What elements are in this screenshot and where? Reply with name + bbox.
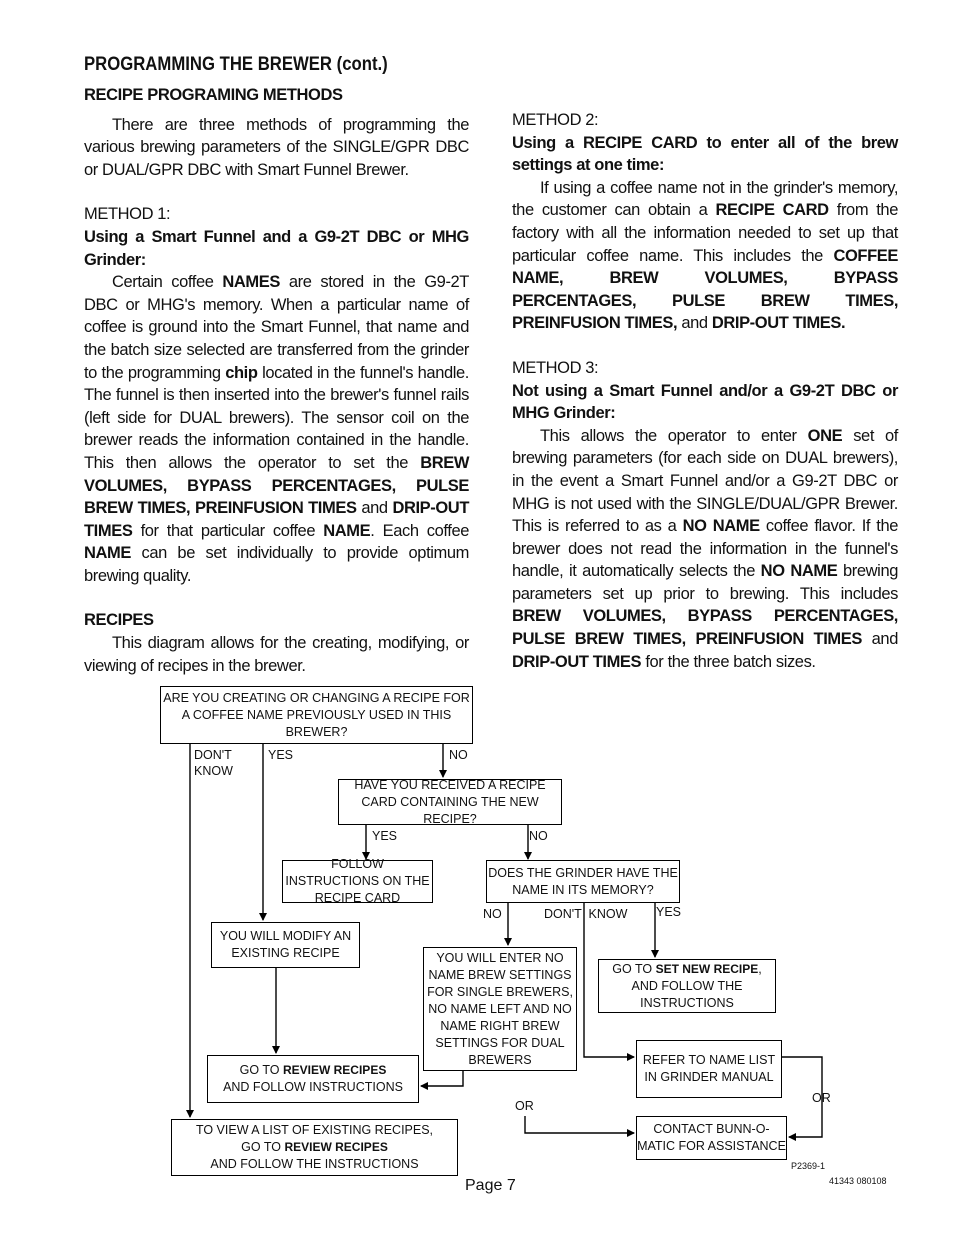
label-dont-know: DON'T KNOW (194, 748, 233, 778)
document-id: 41343 080108 (829, 1176, 887, 1186)
method2-label: METHOD 2: (512, 111, 599, 129)
page-title: PROGRAMMING THE BREWER (cont.) (84, 54, 388, 75)
method2-heading: Using a RECIPE CARD to enter all of the brew settings at one time: (512, 133, 898, 175)
section-subtitle: RECIPE PROGRAMING METHODS (84, 86, 343, 104)
recipes-paragraph: This diagram allows for the creating, modifying, or viewing of recipes in the brewer. (84, 634, 469, 675)
method2-paragraph: If using a coffee name not in the grinder's memory, the customer can obtain a RECIPE CARD from the factory with all the information needed to set up that particular coffee name. This includes the COFFEE NAME, BREW VOLUMES, BYPASS PERCENTAGES, PULSE BREW TIMES, PREINFUSION TIMES, and DRIP-OUT TIMES. (512, 178, 898, 333)
figure-id: P2369-1 (791, 1161, 826, 1171)
method3-label: METHOD 3: (512, 358, 599, 377)
recipes-heading: RECIPES (84, 611, 154, 630)
modify-recipe-box: YOU WILL MODIFY AN EXISTING RECIPE (211, 922, 360, 968)
label-dont-know-q3: DON'T KNOW (544, 907, 628, 921)
contact-bunn-box: CONTACT BUNN-O-MATIC FOR ASSISTANCE (636, 1116, 787, 1160)
label-yes-q3: YES (656, 905, 682, 919)
set-new-recipe-box: GO TO SET NEW RECIPE, AND FOLLOW THE INSTRUCTIONS (598, 959, 776, 1013)
label-yes-q1: YES (268, 748, 294, 762)
question-grinder-memory-box: DOES THE GRINDER HAVE THE NAME IN ITS MEMORY? (486, 860, 680, 903)
method3-paragraph: This allows the operator to enter ONE set of brewing parameters (for each side on DUAL brewers), in the event a Smart Funnel and/or a G9-2T DBC or MHG is not used with the SINGLE/DUAL/GPR Brewer. This is referred to as a NO NAME coffee flavor. If the brewer does not read the information in the funnel's handle, it automatically selects the NO NAME brewing parameters set up prior to brewing. This includes BREW VOLUMES, BYPASS PERCENTAGES, PULSE BREW TIMES, PREINFUSION TIMES and DRIP-OUT TIMES for the three batch sizes. (512, 426, 898, 671)
label-no-q3: NO (483, 907, 502, 921)
label-no-q1: NO (449, 748, 468, 762)
no-name-settings-box: YOU WILL ENTER NO NAME BREW SETTINGS FOR SINGLE BREWERS, NO NAME LEFT AND NO NAME RIGHT BREW SETTINGS FOR DUAL BREWERS (423, 947, 577, 1071)
label-no-q2: NO (529, 829, 548, 843)
label-yes-q2: YES (372, 829, 398, 843)
page-number: Page 7 (465, 1177, 516, 1194)
method3-heading: Not using a Smart Funnel and/or a G9-2T DBC or MHG Grinder: (512, 381, 898, 423)
method1-label: METHOD 1: (84, 205, 171, 224)
method1-paragraph: Certain coffee NAMES are stored in the G9-2T DBC or MHG's memory. When a particular name of coffee is ground into the Smart Funnel, that name and the batch size selected are transferred from the grinder to the programming chip located in the funnel's handle. The funnel is then inserted into the brewer's funnel rails (left side for DUAL brewers). The sensor coil on the brewer reads the information contained in the handle. This then allows the operator to set the BREW VOLUMES, BYPASS PERCENTAGES, PULSE BREW TIMES, PREINFUSION TIMES and DRIP-OUT TIMES for that particular coffee NAME. Each coffee NAME can be set individually to provide optimum brewing quality. (84, 273, 469, 585)
intro-paragraph: There are three methods of programming the various brewing parameters of the SINGLE/GPR DBC or DUAL/GPR DBC with Smart Funnel Brewer. (84, 115, 469, 179)
question-previous-recipe-box: ARE YOU CREATING OR CHANGING A RECIPE FOR A COFFEE NAME PREVIOUSLY USED IN THIS BREWER? (160, 686, 473, 744)
follow-recipe-card-box: FOLLOW INSTRUCTIONS ON THE RECIPE CARD (282, 860, 433, 903)
method1-heading: Using a Smart Funnel and a G9-2T DBC or MHG Grinder: (84, 227, 469, 269)
refer-name-list-box: REFER TO NAME LIST IN GRINDER MANUAL (636, 1040, 782, 1098)
label-or-1: OR (515, 1099, 534, 1113)
review-recipes-box: GO TO REVIEW RECIPES AND FOLLOW INSTRUCTIONS (207, 1055, 419, 1103)
label-or-2: OR (812, 1091, 831, 1105)
view-recipes-box: TO VIEW A LIST OF EXISTING RECIPES, GO TO REVIEW RECIPES AND FOLLOW THE INSTRUCTIONS (171, 1119, 458, 1176)
question-recipe-card-box: HAVE YOU RECEIVED A RECIPE CARD CONTAINING THE NEW RECIPE? (338, 779, 562, 825)
